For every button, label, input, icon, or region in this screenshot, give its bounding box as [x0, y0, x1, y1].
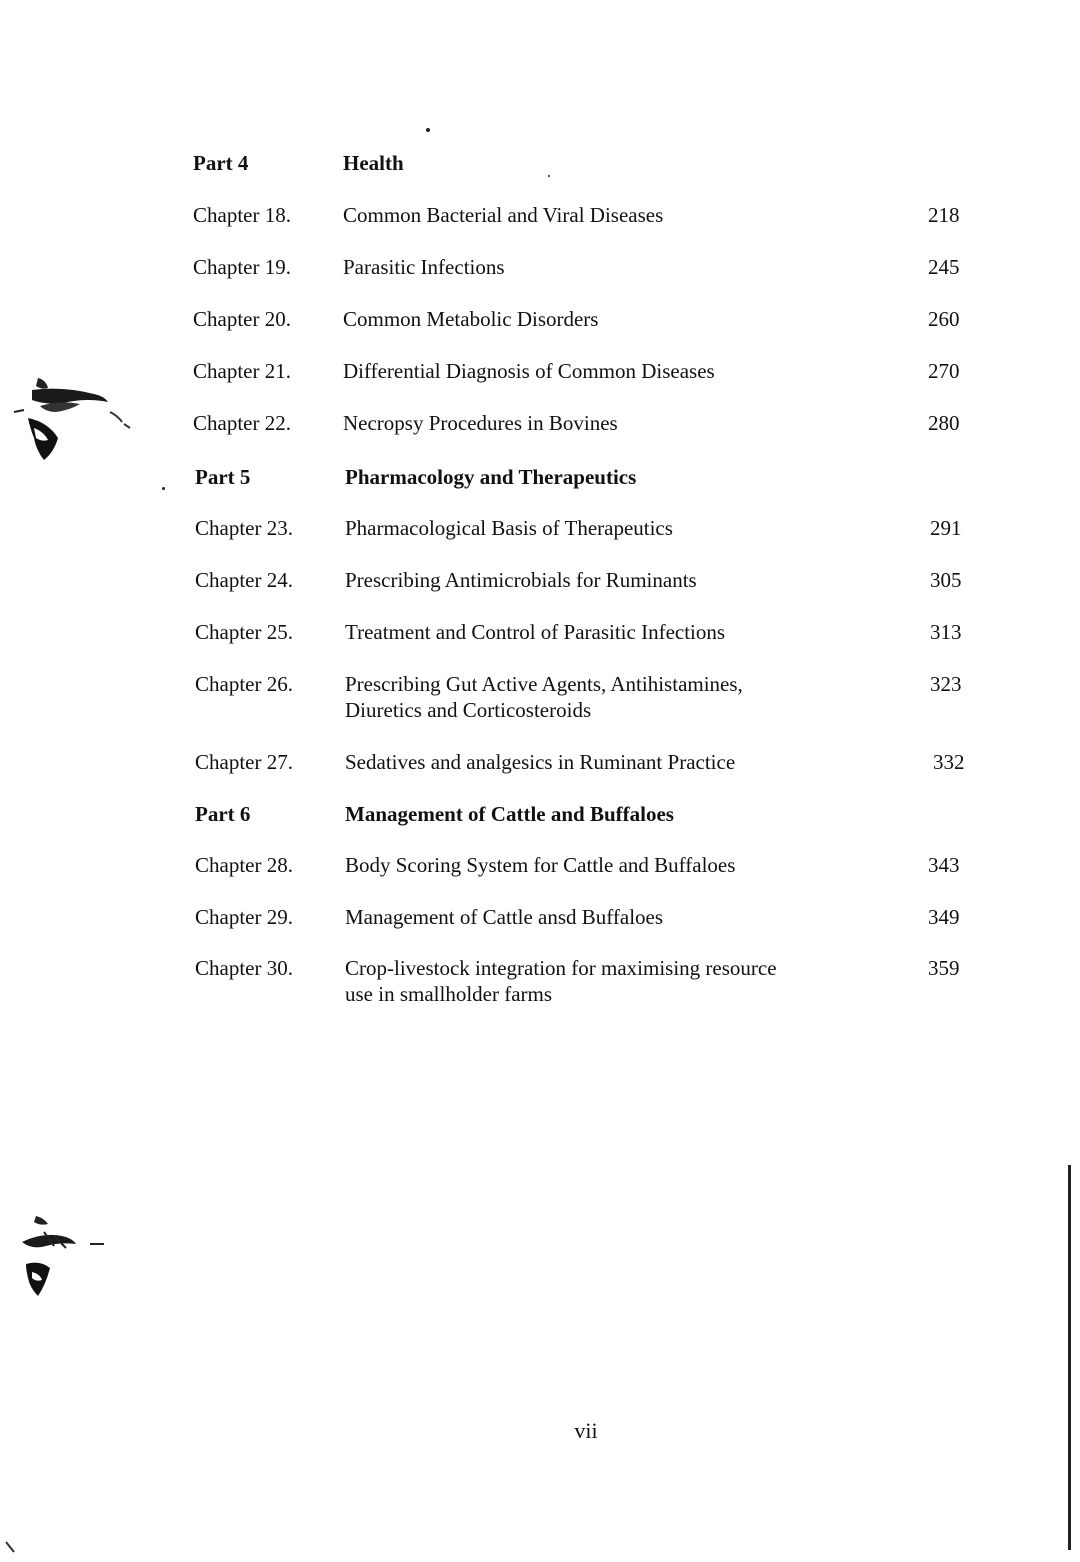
chapter-title: Prescribing Gut Active Agents, Antihistamines, Diuretics and Corticosteroids: [345, 672, 743, 722]
chapter-label: Chapter 26.: [195, 672, 293, 696]
part-title: Management of Cattle and Buffaloes: [345, 802, 674, 826]
chapter-title: Necropsy Procedures in Bovines: [343, 411, 618, 435]
chapter-label: Chapter 24.: [195, 568, 293, 592]
part-label: Part 4: [193, 151, 249, 175]
chapter-page-number: 280: [928, 411, 960, 435]
chapter-title: Common Bacterial and Viral Diseases: [343, 203, 664, 227]
chapter-page-number: 305: [930, 568, 962, 592]
page-number-footer: vii: [574, 1418, 598, 1443]
decorative-ornament-icon: [10, 372, 140, 472]
chapter-page-number: 218: [928, 203, 960, 227]
chapter-title: Sedatives and analgesics in Ruminant Practice: [345, 750, 736, 774]
chapter-page-number: 313: [930, 620, 962, 644]
chapter-label: Chapter 18.: [193, 203, 291, 227]
chapter-title: Management of Cattle ansd Buffaloes: [345, 905, 664, 929]
chapter-label: Chapter 22.: [193, 411, 291, 435]
scan-mark-icon: [4, 1540, 18, 1556]
scan-edge-line: [1068, 1165, 1071, 1550]
chapter-label: Chapter 27.: [195, 750, 293, 774]
chapter-label: Chapter 23.: [195, 516, 293, 540]
chapter-page-number: 260: [928, 307, 960, 331]
chapter-title: Differential Diagnosis of Common Diseases: [343, 359, 715, 383]
part-label: Part 5: [195, 465, 251, 489]
chapter-label: Chapter 25.: [195, 620, 293, 644]
scan-speck: [162, 487, 165, 490]
chapter-title: Parasitic Infections: [343, 255, 505, 279]
chapter-page-number: 332: [933, 750, 965, 774]
decorative-ornament-icon: [14, 1212, 114, 1312]
part-label: Part 6: [195, 802, 251, 826]
chapter-label: Chapter 28.: [195, 853, 293, 877]
chapter-label: Chapter 20.: [193, 307, 291, 331]
scan-speck: [426, 128, 430, 132]
chapter-page-number: 343: [928, 853, 960, 877]
chapter-label: Chapter 29.: [195, 905, 293, 929]
part-title: Health: [343, 151, 404, 175]
chapter-title: Body Scoring System for Cattle and Buffaloes: [345, 853, 736, 877]
chapter-page-number: 270: [928, 359, 960, 383]
part-title: Pharmacology and Therapeutics: [345, 465, 637, 489]
chapter-page-number: 349: [928, 905, 960, 929]
chapter-title: Pharmacological Basis of Therapeutics: [345, 516, 673, 540]
chapter-page-number: 245: [928, 255, 960, 279]
chapter-label: Chapter 30.: [195, 956, 293, 980]
chapter-page-number: 359: [928, 956, 960, 980]
chapter-title: Prescribing Antimicrobials for Ruminants: [345, 568, 697, 592]
chapter-label: Chapter 19.: [193, 255, 291, 279]
chapter-title: Crop-livestock integration for maximising resource use in smallholder farms: [345, 956, 777, 1006]
chapter-page-number: 291: [930, 516, 962, 540]
chapter-title: Common Metabolic Disorders: [343, 307, 599, 331]
chapter-page-number: 323: [930, 672, 962, 696]
chapter-label: Chapter 21.: [193, 359, 291, 383]
chapter-title: Treatment and Control of Parasitic Infections: [345, 620, 726, 644]
